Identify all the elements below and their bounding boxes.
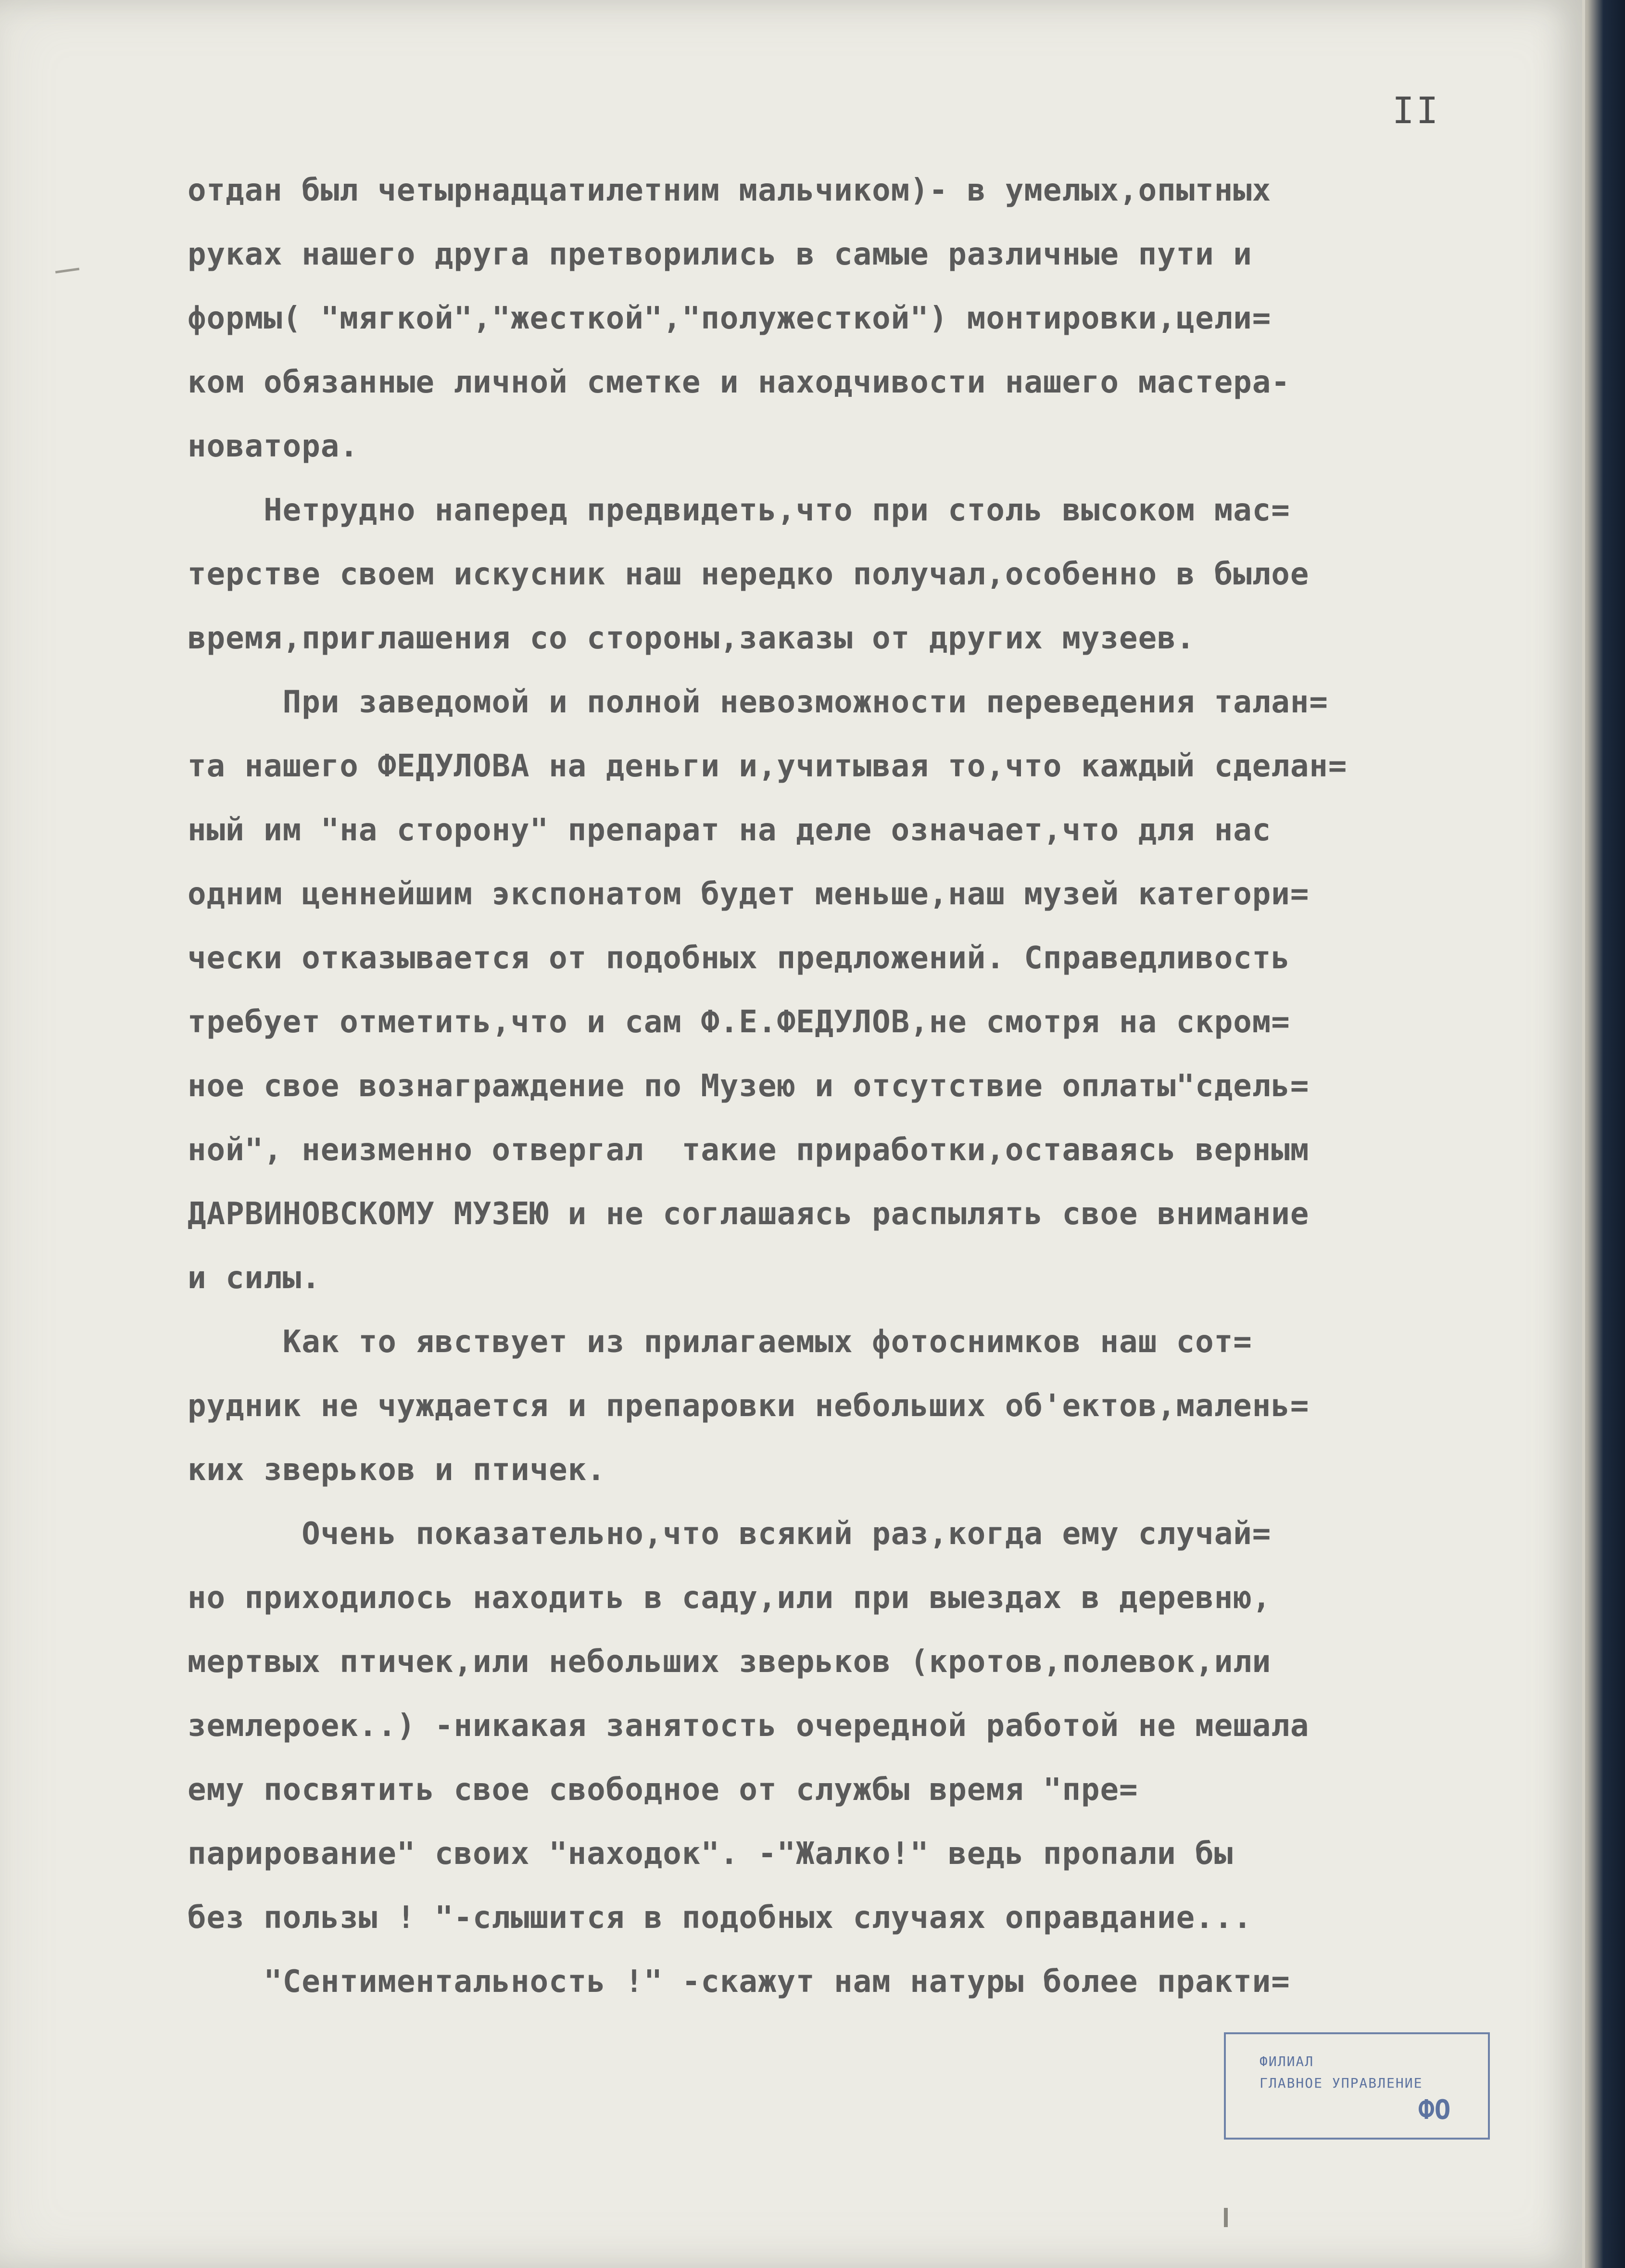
text-line: Как то явствует из прилагаемых фотоснимков наш сот= (188, 1324, 1252, 1360)
text-line: одним ценнейшим экспонатом будет меньше,наш музей категори= (188, 876, 1310, 912)
text-line: ких зверьков и птичек. (188, 1452, 606, 1488)
margin-pencil-mark (55, 268, 79, 274)
text-line: новатора. (188, 429, 359, 464)
text-line: та нашего ФЕДУЛОВА на деньги и,учитывая то,что каждый сделан= (188, 748, 1348, 784)
text-line: требует отметить,что и сам Ф.Е.ФЕДУЛОВ,не смотря на скром= (188, 1004, 1290, 1040)
text-line: ный им "на сторону" препарат на деле означает,что для нас (188, 812, 1272, 848)
text-line: землероек..) -никакая занятость очередной работой не мешала (188, 1708, 1310, 1744)
page-number: II (1392, 89, 1440, 132)
text-line: рудник не чуждается и препаровки небольших об'ектов,малень= (188, 1388, 1310, 1424)
text-line: но приходилось находить в саду,или при выездах в деревню, (188, 1580, 1272, 1616)
stamp-code: ФО (1418, 2094, 1451, 2126)
text-line: мертвых птичек,или небольших зверьков (кротов,полевок,или (188, 1644, 1272, 1680)
text-line: чески отказывается от подобных предложений. Справедливость (188, 940, 1290, 976)
typewritten-body (188, 159, 1486, 2014)
text-line: ком обязанные личной сметке и находчивости нашего мастера- (188, 365, 1290, 400)
text-line: Нетрудно наперед предвидеть,что при столь высоком мас= (188, 493, 1290, 528)
text-line: формы( "мягкой","жесткой","полужесткой") монтировки,цели= (188, 301, 1272, 336)
text-line: время,приглашения со стороны,заказы от других музеев. (188, 621, 1196, 656)
stamp-text: ГЛАВНОЕ УПРАВЛЕНИЕ (1260, 2075, 1423, 2091)
text-line: руках нашего друга претворились в самые различные пути и (188, 237, 1252, 272)
archive-stamp (1224, 2032, 1490, 2140)
text-line: терстве своем искусник наш нередко получал,особенно в былое (188, 557, 1310, 592)
text-line: "Сентиментальность !" -скажут нам натуры более практи= (188, 1964, 1290, 2000)
text-line: парирование" своих "находок". -"Жалко!" ведь пропали бы (188, 1836, 1234, 1872)
margin-mark-bottom (1224, 2208, 1228, 2227)
text-line: Очень показательно,что всякий раз,когда ему случай= (188, 1516, 1272, 1552)
stamp-text: ФИЛИАЛ (1260, 2053, 1314, 2069)
text-line: При заведомой и полной невозможности переведения талан= (188, 684, 1328, 720)
text-line: ной", неизменно отвергал такие приработки,оставаясь верным (188, 1132, 1310, 1168)
text-line: без пользы ! "-слышится в подобных случаях оправдание... (188, 1900, 1252, 1936)
text-line: ДАРВИНОВСКОМУ МУЗЕЮ и не соглашаясь распылять свое внимание (188, 1196, 1310, 1232)
text-line: ное свое вознаграждение по Музею и отсутствие оплаты"сдель= (188, 1068, 1310, 1104)
text-line: и силы. (188, 1260, 321, 1296)
text-line: отдан был четырнадцатилетним мальчиком)- в умелых,опытных (188, 173, 1272, 208)
text-line: ему посвятить свое свободное от службы время "пре= (188, 1772, 1138, 1808)
